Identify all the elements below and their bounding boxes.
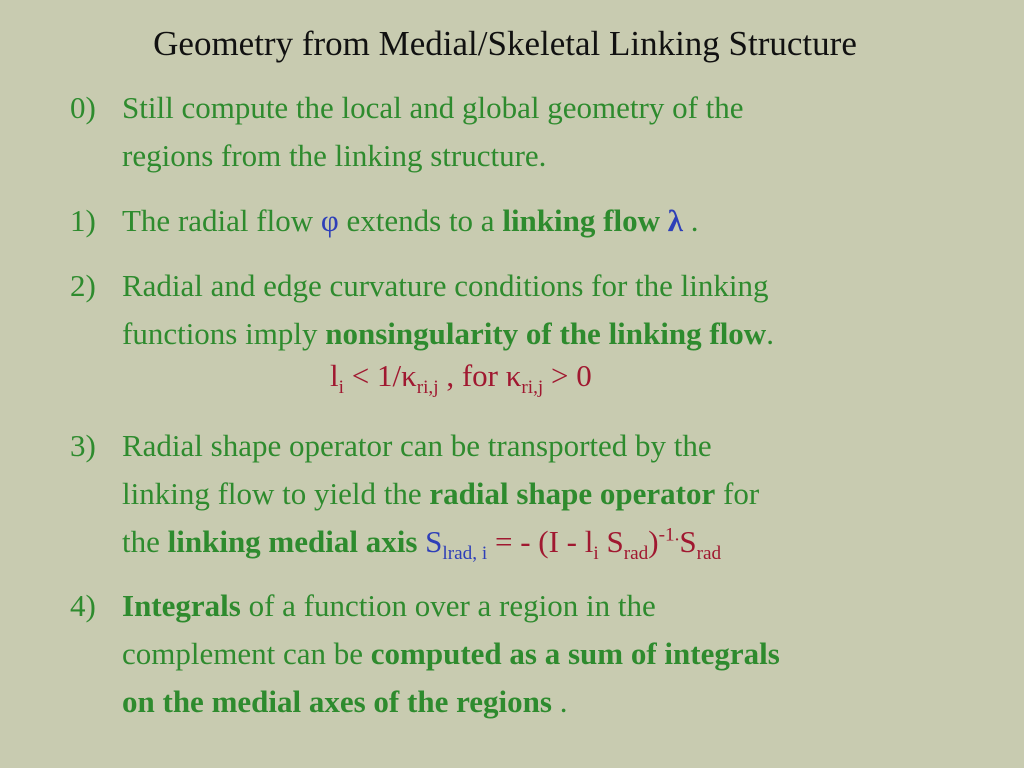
formula-sup: -1. xyxy=(658,524,680,546)
item-line xyxy=(122,630,1012,678)
item-text: functions imply xyxy=(122,316,326,351)
lambda-symbol: λ xyxy=(659,203,683,238)
formula-text: = - (I - xyxy=(487,524,585,559)
formula-text: ) xyxy=(648,524,659,559)
item-body xyxy=(122,197,1012,245)
item-line xyxy=(122,470,1012,518)
formula-text: S xyxy=(679,524,697,559)
item-number: 2) xyxy=(70,268,96,303)
formula-sub: rad xyxy=(623,543,649,565)
item-line xyxy=(122,518,1012,566)
item-body xyxy=(122,262,1012,358)
item-text: extends to a xyxy=(338,203,503,238)
item-text: . xyxy=(551,684,568,719)
formula-l: l xyxy=(330,358,339,393)
formula-sub: ri,j xyxy=(416,377,439,399)
item-line: Radial and edge curvature conditions for the linking xyxy=(122,268,769,303)
item-text: linking flow to yield the xyxy=(122,476,430,511)
formula-l: l xyxy=(584,524,594,559)
item-body xyxy=(122,84,1012,180)
formula-text: , for κ xyxy=(438,358,522,393)
item-line: Still compute the local and global geometry of the xyxy=(122,90,744,125)
item-bold: computed as a sum of integrals xyxy=(370,636,780,671)
item-line: Radial shape operator can be transported by the xyxy=(122,428,712,463)
item-text: for xyxy=(715,476,760,511)
item-body xyxy=(122,422,1012,566)
formula-shape-operator xyxy=(487,524,722,565)
formula-sub: lrad, i xyxy=(442,543,488,565)
item-bold: nonsingularity of the linking flow xyxy=(325,316,767,351)
formula-condition xyxy=(330,358,592,399)
page-title: Geometry from Medial/Skeletal Linking Structure xyxy=(153,24,857,63)
formula-text: S xyxy=(598,524,624,559)
item-text: of a function over a region in the xyxy=(240,588,656,623)
item-number: 4) xyxy=(70,588,96,623)
formula-sub: i xyxy=(593,543,599,565)
formula-sub: ri,j xyxy=(521,377,544,399)
item-line xyxy=(122,582,1012,630)
item-number: 3) xyxy=(70,428,96,463)
item-text: the xyxy=(122,524,168,559)
item-text: . xyxy=(766,316,774,351)
item-text: The radial flow xyxy=(122,203,321,238)
formula-text: > 0 xyxy=(543,358,592,393)
item-bold: on the medial axes of the regions xyxy=(122,684,552,719)
shape-operator-symbol xyxy=(417,524,488,565)
item-bold: radial shape operator xyxy=(429,476,716,511)
formula-sub: i xyxy=(338,377,344,399)
formula-text: S xyxy=(417,524,443,559)
item-line xyxy=(122,678,1012,726)
item-line: regions from the linking structure. xyxy=(122,138,547,173)
item-bold: linking medial axis xyxy=(167,524,418,559)
formula-sub: rad xyxy=(696,543,722,565)
item-text: . xyxy=(682,203,699,238)
item-bold: linking flow xyxy=(502,203,660,238)
item-text: complement can be xyxy=(122,636,371,671)
item-bold: Integrals xyxy=(122,588,241,623)
phi-symbol: φ xyxy=(320,203,339,238)
item-number: 1) xyxy=(70,203,96,238)
item-number: 0) xyxy=(70,90,96,125)
item-body xyxy=(122,582,1012,726)
item-line xyxy=(122,310,1012,358)
formula-text: < 1/κ xyxy=(343,358,417,393)
